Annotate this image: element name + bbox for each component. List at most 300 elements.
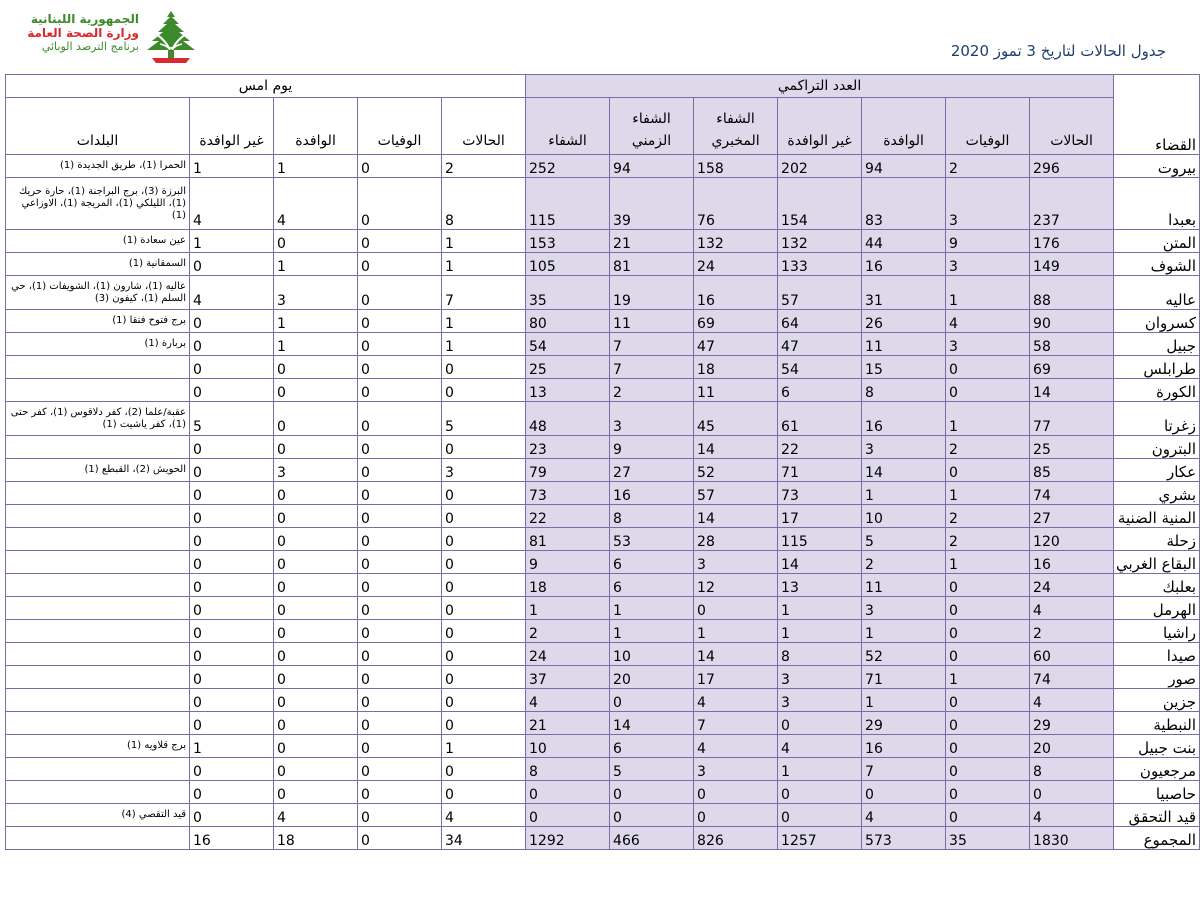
header-imported: الوافدة: [862, 98, 946, 155]
row-y-deaths: 0: [358, 551, 442, 574]
row-towns: [6, 482, 190, 505]
row-recovery: 25: [526, 356, 610, 379]
row-y-non-imported: 1: [190, 155, 274, 178]
row-imported: 14: [862, 459, 946, 482]
row-y-non-imported: 1: [190, 230, 274, 253]
row-y-deaths: 0: [358, 620, 442, 643]
row-towns: قيد التقصي (4): [6, 804, 190, 827]
header-y-non-imported: غير الوافدة: [190, 98, 274, 155]
row-y-cases: 0: [442, 597, 526, 620]
table-row: [6, 551, 1200, 574]
row-y-non-imported: 5: [190, 402, 274, 436]
row-lab-recovery: 826: [694, 827, 778, 850]
row-towns: [6, 505, 190, 528]
row-qada: المنية الضنية: [1114, 505, 1200, 528]
row-non-imported: 14: [778, 551, 862, 574]
row-imported: 2: [862, 551, 946, 574]
row-y-deaths: 0: [358, 689, 442, 712]
row-time-recovery: 1: [610, 597, 694, 620]
header-towns: البلدات: [6, 98, 190, 155]
row-lab-recovery: 18: [694, 356, 778, 379]
row-lab-recovery: 76: [694, 178, 778, 230]
row-y-non-imported: 0: [190, 356, 274, 379]
row-towns: [6, 712, 190, 735]
row-y-cases: 3: [442, 459, 526, 482]
row-towns: [6, 643, 190, 666]
row-y-deaths: 0: [358, 827, 442, 850]
table-row: [6, 528, 1200, 551]
row-qada: الهرمل: [1114, 597, 1200, 620]
row-y-imported: 0: [274, 505, 358, 528]
row-imported: 71: [862, 666, 946, 689]
ministry-name: [14, 12, 139, 54]
row-time-recovery: 11: [610, 310, 694, 333]
row-deaths: 0: [946, 643, 1030, 666]
row-y-cases: 0: [442, 689, 526, 712]
row-y-non-imported: 4: [190, 178, 274, 230]
row-deaths: 0: [946, 620, 1030, 643]
row-y-cases: 4: [442, 804, 526, 827]
row-lab-recovery: 52: [694, 459, 778, 482]
row-lab-recovery: 3: [694, 551, 778, 574]
row-cases: 0: [1030, 781, 1114, 804]
row-recovery: 9: [526, 551, 610, 574]
row-non-imported: 1: [778, 620, 862, 643]
row-deaths: 3: [946, 253, 1030, 276]
row-y-cases: 0: [442, 436, 526, 459]
row-imported: 10: [862, 505, 946, 528]
row-imported: 573: [862, 827, 946, 850]
row-lab-recovery: 45: [694, 402, 778, 436]
table-row: [6, 804, 1200, 827]
table-row: [6, 666, 1200, 689]
row-y-non-imported: 0: [190, 643, 274, 666]
ministry-line-2: وزارة الصحة العامة: [27, 26, 139, 40]
row-towns: [6, 758, 190, 781]
row-qada: جزين: [1114, 689, 1200, 712]
row-y-deaths: 0: [358, 459, 442, 482]
row-cases: 4: [1030, 804, 1114, 827]
row-towns: [6, 620, 190, 643]
header-y-cases: الحالات: [442, 98, 526, 155]
row-cases: 74: [1030, 666, 1114, 689]
row-y-imported: 3: [274, 459, 358, 482]
row-qada: بشري: [1114, 482, 1200, 505]
row-deaths: 1: [946, 482, 1030, 505]
row-time-recovery: 5: [610, 758, 694, 781]
table-row: [6, 620, 1200, 643]
row-cases: 24: [1030, 574, 1114, 597]
row-deaths: 2: [946, 155, 1030, 178]
row-qada: زحلة: [1114, 528, 1200, 551]
row-recovery: 0: [526, 781, 610, 804]
table-row: [6, 505, 1200, 528]
row-imported: 16: [862, 402, 946, 436]
row-lab-recovery: 158: [694, 155, 778, 178]
row-qada: عكار: [1114, 459, 1200, 482]
row-y-imported: 0: [274, 735, 358, 758]
row-lab-recovery: 3: [694, 758, 778, 781]
ministry-line-3: برنامج الترصد الوبائي: [41, 40, 139, 53]
row-y-deaths: 0: [358, 356, 442, 379]
row-non-imported: 4: [778, 735, 862, 758]
row-qada: المتن: [1114, 230, 1200, 253]
row-y-cases: 0: [442, 482, 526, 505]
row-non-imported: 132: [778, 230, 862, 253]
row-towns: [6, 528, 190, 551]
row-deaths: 0: [946, 459, 1030, 482]
row-recovery: 105: [526, 253, 610, 276]
table-row: [6, 379, 1200, 402]
row-non-imported: 22: [778, 436, 862, 459]
row-cases: 58: [1030, 333, 1114, 356]
row-recovery: 2: [526, 620, 610, 643]
row-imported: 15: [862, 356, 946, 379]
row-lab-recovery: 17: [694, 666, 778, 689]
row-imported: 8: [862, 379, 946, 402]
row-time-recovery: 10: [610, 643, 694, 666]
page-title: جدول الحالات لتاريخ 3 تموز 2020: [950, 42, 1166, 60]
row-cases: 74: [1030, 482, 1114, 505]
row-qada: قيد التحقق: [1114, 804, 1200, 827]
row-y-deaths: 0: [358, 781, 442, 804]
row-y-deaths: 0: [358, 230, 442, 253]
row-time-recovery: 8: [610, 505, 694, 528]
row-recovery: 1292: [526, 827, 610, 850]
row-imported: 16: [862, 253, 946, 276]
row-cases: 27: [1030, 505, 1114, 528]
row-y-non-imported: 0: [190, 574, 274, 597]
row-y-imported: 0: [274, 574, 358, 597]
table-row: [6, 758, 1200, 781]
row-time-recovery: 0: [610, 804, 694, 827]
row-lab-recovery: 0: [694, 804, 778, 827]
row-deaths: 0: [946, 758, 1030, 781]
table-row: [6, 482, 1200, 505]
row-non-imported: 115: [778, 528, 862, 551]
row-y-imported: 0: [274, 781, 358, 804]
row-recovery: 1: [526, 597, 610, 620]
row-y-cases: 0: [442, 528, 526, 551]
row-y-deaths: 0: [358, 482, 442, 505]
row-non-imported: 64: [778, 310, 862, 333]
row-y-cases: 0: [442, 574, 526, 597]
row-cases: 4: [1030, 597, 1114, 620]
row-non-imported: 0: [778, 781, 862, 804]
row-towns: [6, 781, 190, 804]
header-recovery: الشفاء: [526, 98, 610, 155]
row-lab-recovery: 28: [694, 528, 778, 551]
row-y-non-imported: 0: [190, 712, 274, 735]
row-y-imported: 0: [274, 436, 358, 459]
row-recovery: 10: [526, 735, 610, 758]
row-towns: [6, 597, 190, 620]
table-row: [6, 643, 1200, 666]
row-imported: 4: [862, 804, 946, 827]
row-non-imported: 3: [778, 666, 862, 689]
row-non-imported: 0: [778, 804, 862, 827]
row-deaths: 9: [946, 230, 1030, 253]
row-towns: عاليه (1)، شارون (1)، الشويفات (1)، حي السلم (1)، كيفون (3): [6, 276, 190, 310]
row-y-imported: 0: [274, 758, 358, 781]
row-imported: 1: [862, 482, 946, 505]
row-qada: عاليه: [1114, 276, 1200, 310]
row-qada: صور: [1114, 666, 1200, 689]
row-lab-recovery: 14: [694, 643, 778, 666]
row-y-non-imported: 0: [190, 597, 274, 620]
row-non-imported: 1: [778, 597, 862, 620]
row-non-imported: 73: [778, 482, 862, 505]
row-y-cases: 0: [442, 505, 526, 528]
row-y-deaths: 0: [358, 155, 442, 178]
row-deaths: 3: [946, 178, 1030, 230]
row-imported: 52: [862, 643, 946, 666]
row-cases: 176: [1030, 230, 1114, 253]
row-y-non-imported: 0: [190, 804, 274, 827]
row-qada: بنت جبيل: [1114, 735, 1200, 758]
row-cases: 237: [1030, 178, 1114, 230]
row-recovery: 35: [526, 276, 610, 310]
row-time-recovery: 53: [610, 528, 694, 551]
row-y-imported: 1: [274, 310, 358, 333]
row-towns: برج قلاويه (1): [6, 735, 190, 758]
row-deaths: 0: [946, 781, 1030, 804]
table-row: [6, 155, 1200, 178]
row-recovery: 0: [526, 804, 610, 827]
row-cases: 69: [1030, 356, 1114, 379]
row-time-recovery: 19: [610, 276, 694, 310]
row-qada: المجموع: [1114, 827, 1200, 850]
row-deaths: 2: [946, 528, 1030, 551]
row-recovery: 80: [526, 310, 610, 333]
table-row: [6, 597, 1200, 620]
row-cases: 16: [1030, 551, 1114, 574]
row-non-imported: 8: [778, 643, 862, 666]
row-y-cases: 0: [442, 666, 526, 689]
row-deaths: 3: [946, 333, 1030, 356]
row-deaths: 2: [946, 436, 1030, 459]
row-y-cases: 5: [442, 402, 526, 436]
row-qada: الشوف: [1114, 253, 1200, 276]
header-non-imported: غير الوافدة: [778, 98, 862, 155]
table-row: [6, 735, 1200, 758]
row-y-non-imported: 0: [190, 689, 274, 712]
table-row: [6, 781, 1200, 804]
row-y-cases: 7: [442, 276, 526, 310]
row-recovery: 13: [526, 379, 610, 402]
row-recovery: 23: [526, 436, 610, 459]
row-lab-recovery: 11: [694, 379, 778, 402]
row-y-cases: 1: [442, 310, 526, 333]
row-imported: 11: [862, 333, 946, 356]
row-lab-recovery: 132: [694, 230, 778, 253]
row-y-cases: 0: [442, 356, 526, 379]
row-qada: صيدا: [1114, 643, 1200, 666]
row-y-cases: 0: [442, 712, 526, 735]
row-y-cases: 1: [442, 735, 526, 758]
row-deaths: 0: [946, 689, 1030, 712]
row-time-recovery: 2: [610, 379, 694, 402]
row-non-imported: 3: [778, 689, 862, 712]
row-y-deaths: 0: [358, 666, 442, 689]
row-recovery: 48: [526, 402, 610, 436]
row-y-non-imported: 0: [190, 528, 274, 551]
row-non-imported: 154: [778, 178, 862, 230]
row-towns: [6, 436, 190, 459]
row-y-deaths: 0: [358, 253, 442, 276]
row-y-cases: 0: [442, 551, 526, 574]
document-header: [0, 0, 1200, 74]
row-cases: 120: [1030, 528, 1114, 551]
header-group-cumulative: العدد التراكمي: [526, 75, 1114, 98]
row-cases: 296: [1030, 155, 1114, 178]
table-row: [6, 178, 1200, 230]
row-y-imported: 0: [274, 482, 358, 505]
row-y-cases: 0: [442, 758, 526, 781]
row-y-deaths: 0: [358, 643, 442, 666]
row-time-recovery: 0: [610, 689, 694, 712]
row-y-non-imported: 0: [190, 253, 274, 276]
row-time-recovery: 1: [610, 620, 694, 643]
row-qada: كسروان: [1114, 310, 1200, 333]
table-row: [6, 230, 1200, 253]
row-y-cases: 1: [442, 230, 526, 253]
row-y-imported: 0: [274, 689, 358, 712]
row-y-imported: 18: [274, 827, 358, 850]
header-cases: الحالات: [1030, 98, 1114, 155]
row-y-non-imported: 0: [190, 310, 274, 333]
row-time-recovery: 16: [610, 482, 694, 505]
row-y-deaths: 0: [358, 804, 442, 827]
row-y-deaths: 0: [358, 712, 442, 735]
row-towns: بربارة (1): [6, 333, 190, 356]
table-row: [6, 459, 1200, 482]
row-non-imported: 71: [778, 459, 862, 482]
row-cases: 14: [1030, 379, 1114, 402]
row-time-recovery: 466: [610, 827, 694, 850]
row-imported: 94: [862, 155, 946, 178]
row-y-deaths: 0: [358, 402, 442, 436]
row-cases: 2: [1030, 620, 1114, 643]
row-y-cases: 1: [442, 253, 526, 276]
row-imported: 44: [862, 230, 946, 253]
row-non-imported: 57: [778, 276, 862, 310]
row-y-imported: 0: [274, 597, 358, 620]
row-towns: [6, 666, 190, 689]
row-y-imported: 4: [274, 178, 358, 230]
row-y-non-imported: 0: [190, 620, 274, 643]
header-qada: القضاء: [1114, 75, 1200, 155]
row-y-imported: 4: [274, 804, 358, 827]
row-qada: الكورة: [1114, 379, 1200, 402]
row-recovery: 115: [526, 178, 610, 230]
row-non-imported: 1: [778, 758, 862, 781]
row-imported: 0: [862, 781, 946, 804]
row-y-cases: 2: [442, 155, 526, 178]
row-imported: 5: [862, 528, 946, 551]
row-y-cases: 34: [442, 827, 526, 850]
row-deaths: 1: [946, 402, 1030, 436]
row-time-recovery: 6: [610, 574, 694, 597]
row-time-recovery: 3: [610, 402, 694, 436]
row-imported: 29: [862, 712, 946, 735]
row-y-deaths: 0: [358, 574, 442, 597]
row-y-imported: 0: [274, 643, 358, 666]
row-lab-recovery: 12: [694, 574, 778, 597]
row-cases: 1830: [1030, 827, 1114, 850]
row-non-imported: 13: [778, 574, 862, 597]
row-deaths: 0: [946, 574, 1030, 597]
row-qada: بعبدا: [1114, 178, 1200, 230]
row-y-cases: 0: [442, 643, 526, 666]
row-qada: جبيل: [1114, 333, 1200, 356]
row-lab-recovery: 57: [694, 482, 778, 505]
row-imported: 16: [862, 735, 946, 758]
row-y-deaths: 0: [358, 735, 442, 758]
row-y-imported: 0: [274, 230, 358, 253]
row-imported: 1: [862, 689, 946, 712]
row-qada: بعلبك: [1114, 574, 1200, 597]
row-cases: 77: [1030, 402, 1114, 436]
row-deaths: 35: [946, 827, 1030, 850]
row-y-cases: 8: [442, 178, 526, 230]
row-non-imported: 17: [778, 505, 862, 528]
row-towns: [6, 379, 190, 402]
row-y-imported: 1: [274, 253, 358, 276]
row-recovery: 37: [526, 666, 610, 689]
row-time-recovery: 6: [610, 551, 694, 574]
row-recovery: 79: [526, 459, 610, 482]
row-y-cases: 1: [442, 333, 526, 356]
row-lab-recovery: 24: [694, 253, 778, 276]
table-row: [6, 712, 1200, 735]
row-imported: 31: [862, 276, 946, 310]
row-y-deaths: 0: [358, 436, 442, 459]
row-y-non-imported: 0: [190, 436, 274, 459]
row-deaths: 0: [946, 712, 1030, 735]
row-time-recovery: 6: [610, 735, 694, 758]
row-qada: بيروت: [1114, 155, 1200, 178]
row-y-non-imported: 0: [190, 379, 274, 402]
row-lab-recovery: 0: [694, 781, 778, 804]
row-recovery: 81: [526, 528, 610, 551]
row-lab-recovery: 4: [694, 735, 778, 758]
row-qada: البقاع الغربي: [1114, 551, 1200, 574]
row-non-imported: 61: [778, 402, 862, 436]
table-row: [6, 310, 1200, 333]
row-lab-recovery: 14: [694, 436, 778, 459]
row-recovery: 153: [526, 230, 610, 253]
table-row: [6, 356, 1200, 379]
row-y-imported: 0: [274, 528, 358, 551]
row-cases: 8: [1030, 758, 1114, 781]
row-imported: 26: [862, 310, 946, 333]
header-group-yesterday: يوم امس: [6, 75, 526, 98]
row-towns: [6, 689, 190, 712]
row-time-recovery: 9: [610, 436, 694, 459]
row-time-recovery: 39: [610, 178, 694, 230]
row-towns: [6, 356, 190, 379]
row-lab-recovery: 4: [694, 689, 778, 712]
row-non-imported: 6: [778, 379, 862, 402]
row-time-recovery: 27: [610, 459, 694, 482]
row-y-imported: 0: [274, 551, 358, 574]
table-row: [6, 402, 1200, 436]
row-cases: 149: [1030, 253, 1114, 276]
row-y-deaths: 0: [358, 310, 442, 333]
row-y-imported: 0: [274, 379, 358, 402]
row-recovery: 24: [526, 643, 610, 666]
